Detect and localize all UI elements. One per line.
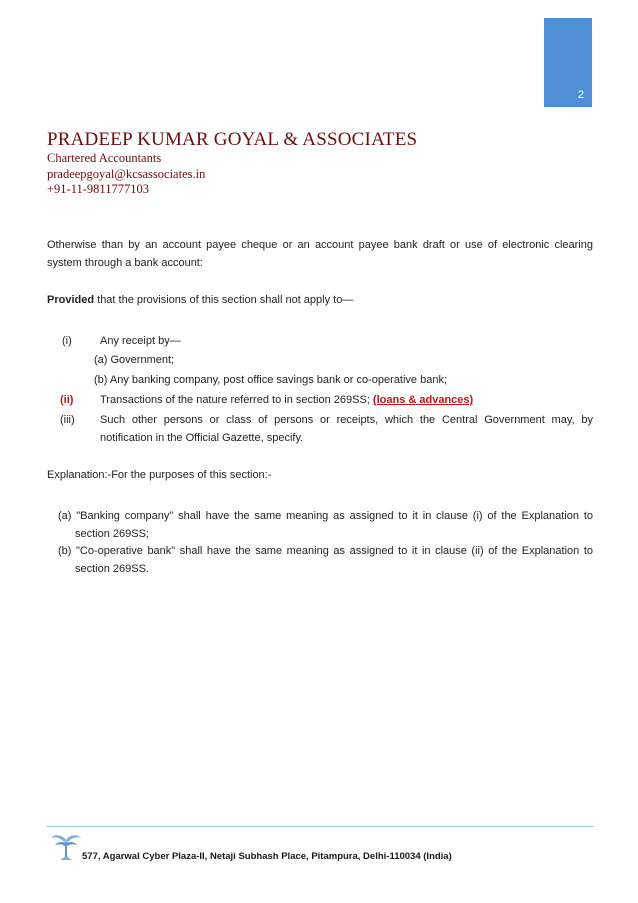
item-number: (i) xyxy=(62,335,72,347)
provided-paragraph xyxy=(47,291,593,309)
provided-text: that the provisions of this section shall not apply to— xyxy=(94,294,354,306)
item-text: Such other persons or class of persons or receipts, which the Central Government may, by notification in the Official Gazette, specify. xyxy=(100,414,593,444)
explanation-item: (b) "Co-operative bank" shall have the same meaning as assigned to it in clause (ii) of the Explanation to section 269SS. xyxy=(58,545,593,575)
firm-name: PRADEEP KUMAR GOYAL & ASSOCIATES xyxy=(47,129,418,150)
firm-designation: Chartered Accountants xyxy=(47,151,162,165)
item-number: (ii) xyxy=(60,394,74,406)
sub-item-text: (a) Government; xyxy=(94,354,175,366)
letterhead xyxy=(47,129,417,198)
footer-address: 577, Agarwal Cyber Plaza-II, Netaji Subhash Place, Pitampura, Delhi-110034 (India) xyxy=(82,851,452,862)
item-text: Any receipt by— xyxy=(100,335,181,347)
item-text xyxy=(100,391,473,409)
loans-advances-highlight: (loans & advances) xyxy=(372,394,474,406)
sub-item-text: (b) Any banking company, post office savings bank or co-operative bank; xyxy=(94,374,448,386)
item-text-main: Transactions of the nature referred to in section 269SS; xyxy=(100,394,373,406)
explanation-heading: Explanation:-For the purposes of this section:- xyxy=(47,469,272,481)
firm-logo-icon xyxy=(50,832,82,862)
provided-label: Provided xyxy=(47,294,95,306)
firm-phone: +91-11-9811777103 xyxy=(47,182,149,196)
firm-email: pradeepgoyal@kcsassociates.in xyxy=(47,166,206,181)
page-number-tab xyxy=(544,18,592,107)
page-number: 2 xyxy=(577,89,584,101)
intro-paragraph: Otherwise than by an account payee cheque or an account payee bank draft or use of electronic clearing system through a bank account: xyxy=(47,239,593,269)
footer-divider xyxy=(47,826,594,827)
item-number: (iii) xyxy=(60,414,75,426)
explanation-item: (a) "Banking company" shall have the same meaning as assigned to it in clause (i) of the Explanation to section 269SS; xyxy=(58,510,593,540)
